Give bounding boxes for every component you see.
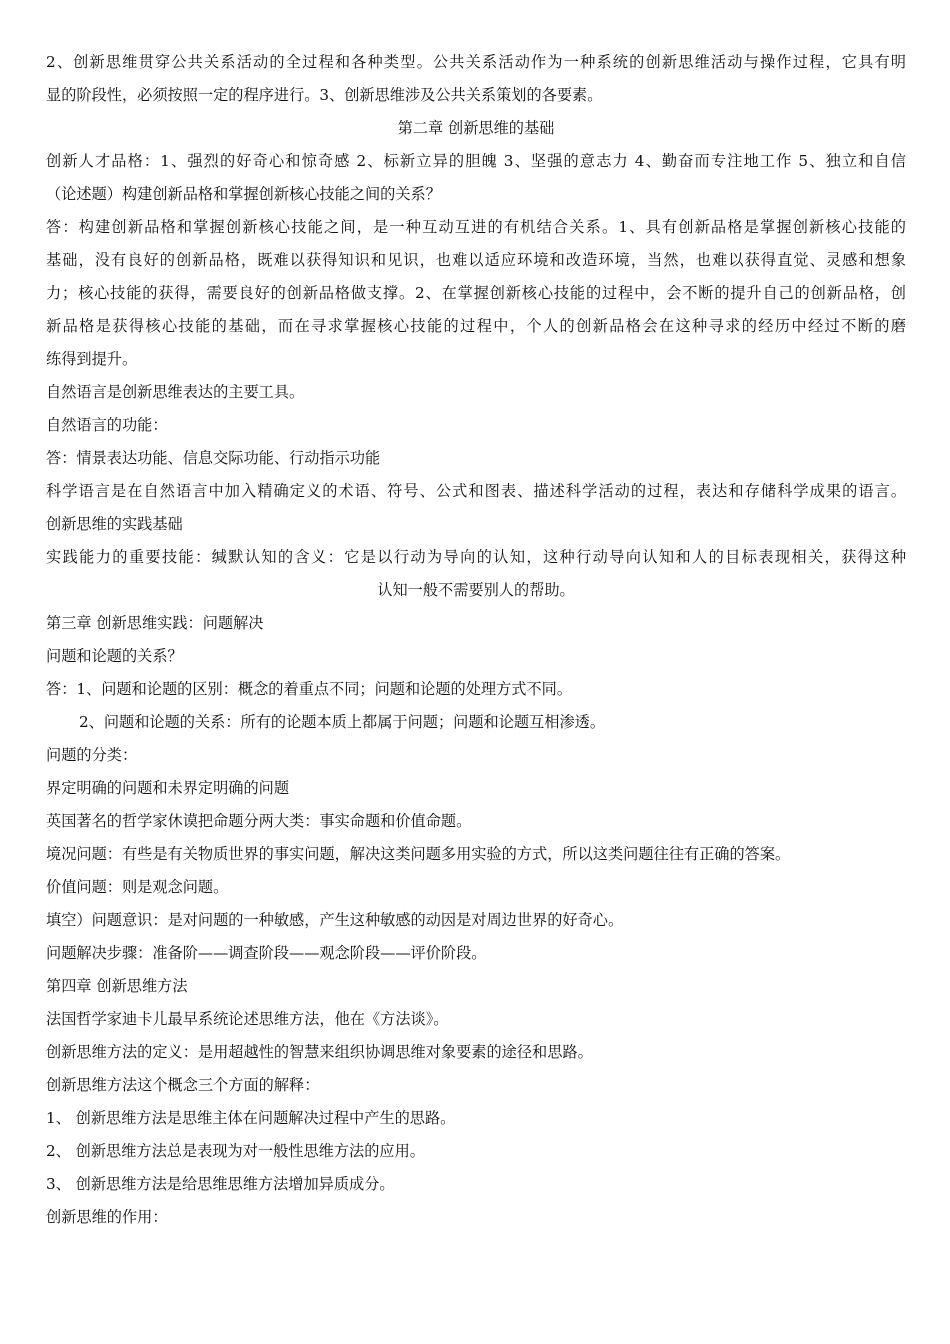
text-line: 问题解决步骤：准备阶——调查阶段——观念阶段——评价阶段。: [46, 944, 487, 962]
text-line: 创新思维方法的定义：是用超越性的智慧来组织协调思维对象要素的途径和思路。: [46, 1043, 593, 1061]
text-line: 价值问题：则是观念问题。: [46, 878, 229, 896]
text-line: 问题的分类：: [46, 746, 138, 764]
text-line: 答：1、问题和论题的区别：概念的着重点不同；问题和论题的处理方式不同。: [46, 680, 573, 698]
text-line: 创新人才品格：1、强烈的好奇心和惊奇感 2、标新立异的胆魄 3、坚强的意志力 4、勤奋而专注地工作 5、独立和自信: [46, 152, 906, 170]
text-line: 实践能力的重要技能：缄默认知的含义：它是以行动为导向的认知，这种行动导向认知和人的目标表现相关，获得这种: [46, 548, 906, 566]
text-line: 力；核心技能的获得，需要良好的创新品格做支撑。2、在掌握创新核心技能的过程中，会不断的提升自己的创新品格，创: [46, 284, 906, 302]
text-line: 问题和论题的关系？: [46, 647, 183, 665]
text-line: 1、 创新思维方法是思维主体在问题解决过程中产生的思路。: [46, 1109, 456, 1127]
text-line: 答：情景表达功能、信息交际功能、行动指示功能: [46, 449, 381, 467]
text-line: 创新思维方法这个概念三个方面的解释：: [46, 1076, 320, 1094]
text-line: 答：构建创新品格和掌握创新核心技能之间，是一种互动互进的有机结合关系。1、具有创新品格是掌握创新核心技能的: [46, 218, 906, 236]
text-line: 填空）问题意识：是对问题的一种敏感，产生这种敏感的动因是对周边世界的好奇心。: [46, 911, 624, 929]
text-line: 2、问题和论题的关系：所有的论题本质上都属于问题；问题和论题互相渗透。: [79, 713, 606, 731]
text-line: 显的阶段性，必须按照一定的程序进行。3、创新思维涉及公共关系策划的各要素。: [46, 86, 603, 104]
document-body: [46, 46, 906, 1234]
text-line: 境况问题：有些是有关物质世界的事实问题，解决这类问题多用实验的方式，所以这类问题往往有正确的答案。: [46, 845, 791, 863]
text-line: （论述题）构建创新品格和掌握创新核心技能之间的关系？: [46, 185, 441, 203]
text-line: 练得到提升。: [46, 350, 138, 368]
text-line: 3、 创新思维方法是给思维思维方法增加异质成分。: [46, 1175, 395, 1193]
text-line: 法国哲学家迪卡儿最早系统论述思维方法，他在《方法谈》。: [46, 1010, 449, 1028]
text-line: 创新思维的作用：: [46, 1208, 168, 1226]
text-line: 英国著名的哲学家休谟把命题分两大类：事实命题和价值命题。: [46, 812, 472, 830]
text-line: 第四章 创新思维方法: [46, 977, 188, 995]
text-line: 第二章 创新思维的基础: [397, 119, 555, 137]
text-line: 2、创新思维贯穿公共关系活动的全过程和各种类型。公共关系活动作为一种系统的创新思维活动与操作过程，它具有明: [46, 53, 906, 71]
text-line: 创新思维的实践基础: [46, 515, 183, 533]
text-line: 新品格是获得核心技能的基础，而在寻求掌握核心技能的过程中，个人的创新品格会在这种寻求的经历中经过不断的磨: [46, 317, 906, 335]
text-line: 自然语言的功能：: [46, 416, 168, 434]
text-line: 认知一般不需要别人的帮助。: [377, 581, 575, 599]
text-line: 第三章 创新思维实践：问题解决: [46, 614, 264, 632]
text-line: 科学语言是在自然语言中加入精确定义的术语、符号、公式和图表、描述科学活动的过程，表达和存储科学成果的语言。: [46, 482, 906, 500]
text-line: 基础，没有良好的创新品格，既难以获得知识和见识，也难以适应环境和改造环境，当然，也难以获得直觉、灵感和想象: [46, 251, 906, 269]
text-line: 界定明确的问题和未界定明确的问题: [46, 779, 289, 797]
text-line: 2、 创新思维方法总是表现为对一般性思维方法的应用。: [46, 1142, 425, 1160]
text-line: 自然语言是创新思维表达的主要工具。: [46, 383, 305, 401]
